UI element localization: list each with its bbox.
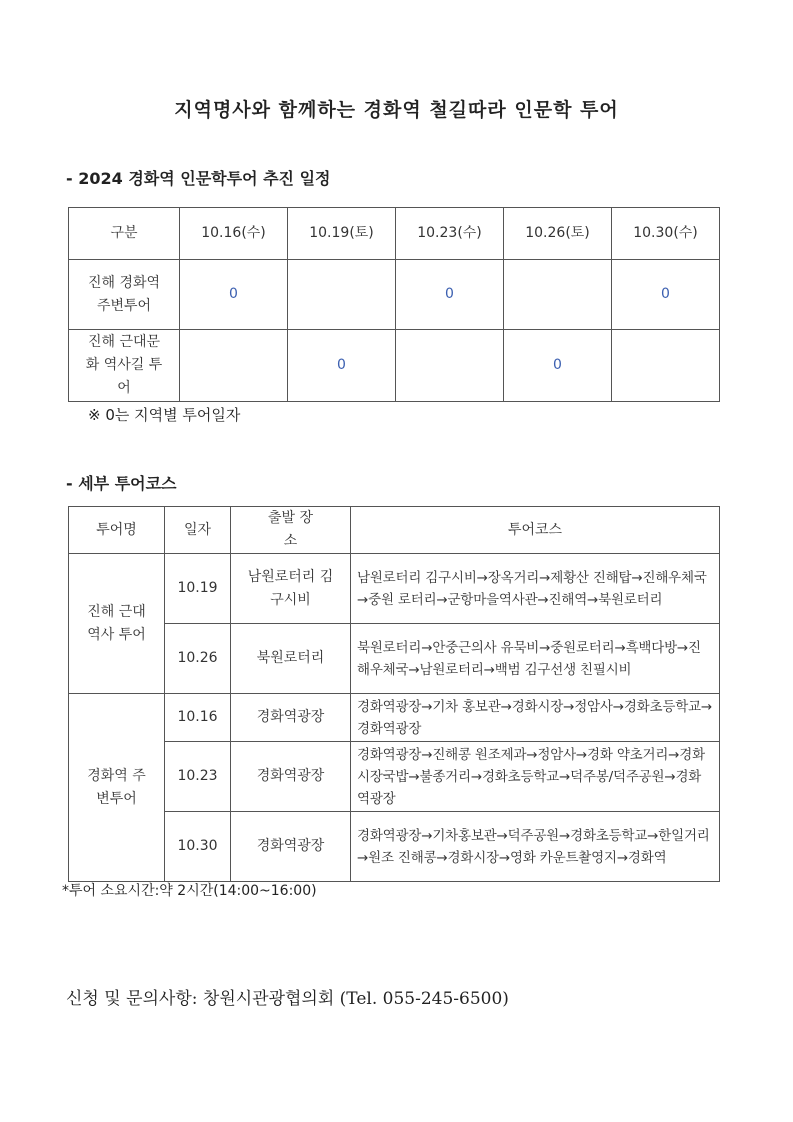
tour-name: 진해 근대역사 투어	[69, 554, 165, 694]
detail-row	[69, 624, 720, 694]
schedule-row-label: 진해 근대문화 역사길 투어	[69, 330, 180, 402]
schedule-header-cell: 10.16(수)	[180, 208, 288, 260]
detail-header-cell: 일자	[165, 507, 231, 554]
schedule-header-row	[69, 208, 720, 260]
tour-course: 북원로터리→안중근의사 유묵비→중원로터리→흑백다방→진해우체국→남원로터리→백범 김구선생 친필시비	[351, 624, 720, 694]
schedule-mark	[288, 260, 396, 330]
duration-note: *투어 소요시간:약 2시간(14:00~16:00)	[62, 883, 317, 899]
detail-heading: - 세부 투어코스	[66, 474, 177, 493]
tour-date: 10.26	[165, 624, 231, 694]
tour-course: 경화역광장→기차 홍보관→경화시장→정암사→경화초등학교→경화역광장	[351, 694, 720, 742]
detail-row	[69, 812, 720, 882]
tour-start: 경화역광장	[231, 812, 351, 882]
schedule-mark: 0	[612, 260, 720, 330]
tour-start: 북원로터리	[231, 624, 351, 694]
schedule-header-cell: 10.23(수)	[396, 208, 504, 260]
schedule-row	[69, 330, 720, 402]
schedule-mark	[180, 330, 288, 402]
schedule-mark: 0	[396, 260, 504, 330]
detail-header-cell: 투어코스	[351, 507, 720, 554]
tour-start: 경화역광장	[231, 742, 351, 812]
tour-course: 남원로터리 김구시비→장옥거리→제황산 진해탑→진해우체국→중원 로터리→군항마을역사관→진해역→북원로터리	[351, 554, 720, 624]
schedule-mark: 0	[288, 330, 396, 402]
tour-start: 남원로터리 김구시비	[231, 554, 351, 624]
schedule-mark	[396, 330, 504, 402]
tour-course: 경화역광장→기차홍보관→덕주공원→경화초등학교→한일거리→원조 진해콩→경화시장→영화 카운트촬영지→경화역	[351, 812, 720, 882]
tour-date: 10.16	[165, 694, 231, 742]
schedule-heading: - 2024 경화역 인문학투어 추진 일정	[66, 169, 331, 188]
detail-header-cell: 투어명	[69, 507, 165, 554]
tour-date: 10.30	[165, 812, 231, 882]
schedule-header-cell: 10.30(수)	[612, 208, 720, 260]
schedule-table	[68, 207, 720, 402]
tour-course: 경화역광장→진해콩 원조제과→정암사→경화 약초거리→경화시장국밥→불종거리→경화초등학교→덕주봉/덕주공원→경화역광장	[351, 742, 720, 812]
detail-row	[69, 554, 720, 624]
tour-date: 10.23	[165, 742, 231, 812]
schedule-header-cell: 10.26(토)	[504, 208, 612, 260]
tour-name: 경화역 주변투어	[69, 694, 165, 882]
page-title: 지역명사와 함께하는 경화역 철길따라 인문학 투어	[174, 99, 619, 121]
detail-header-cell: 출발 장소	[231, 507, 351, 554]
detail-table	[68, 506, 720, 882]
schedule-mark	[612, 330, 720, 402]
schedule-header-cell: 10.19(토)	[288, 208, 396, 260]
schedule-mark: 0	[504, 330, 612, 402]
schedule-header-cell: 구분	[69, 208, 180, 260]
schedule-note: ※ 0는 지역별 투어일자	[88, 406, 241, 424]
detail-row	[69, 742, 720, 812]
schedule-mark	[504, 260, 612, 330]
tour-date: 10.19	[165, 554, 231, 624]
tour-start: 경화역광장	[231, 694, 351, 742]
schedule-mark: 0	[180, 260, 288, 330]
schedule-row	[69, 260, 720, 330]
contact-footer: 신청 및 문의사항: 창원시관광협의회 (Tel. 055-245-6500)	[66, 989, 509, 1009]
detail-header-row	[69, 507, 720, 554]
detail-row	[69, 694, 720, 742]
schedule-row-label: 진해 경화역 주변투어	[69, 260, 180, 330]
